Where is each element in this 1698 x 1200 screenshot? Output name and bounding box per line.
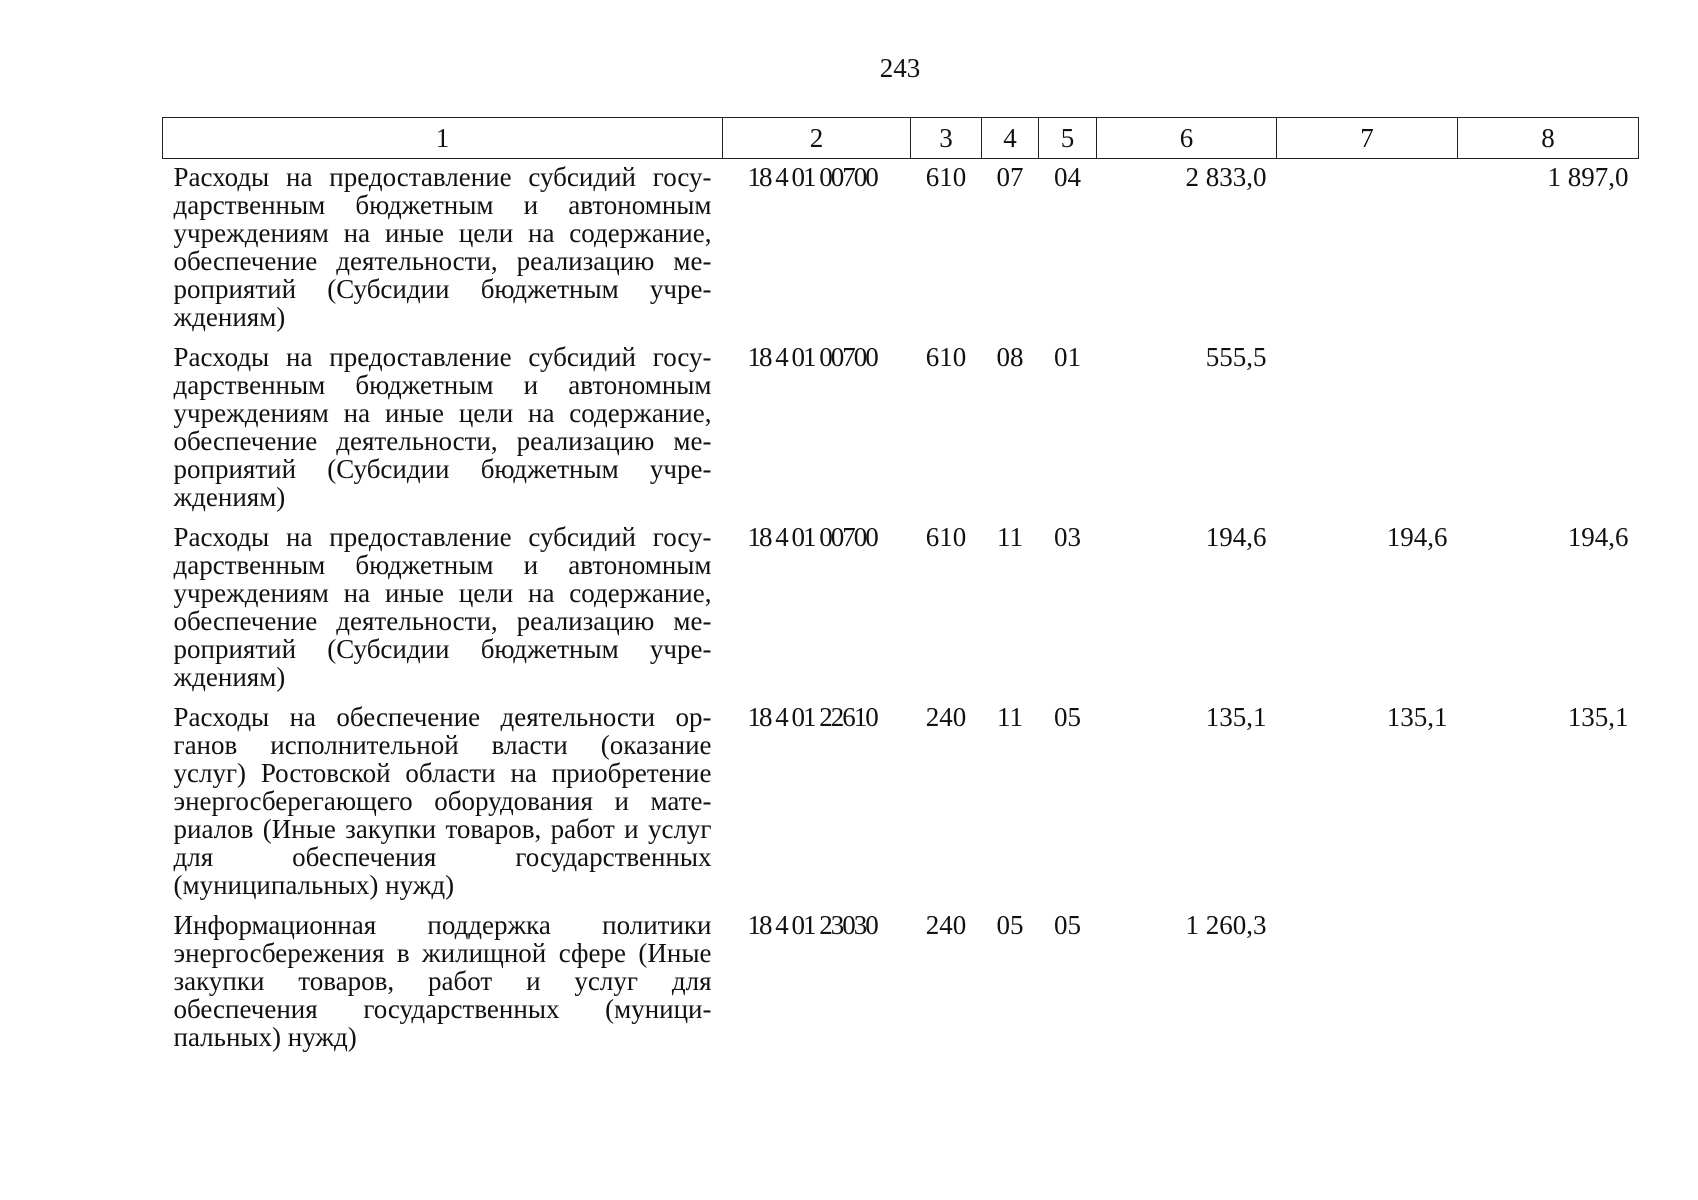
- row-target-code: 18 4 01 00700: [747, 342, 877, 372]
- row-col7-value: [1277, 339, 1458, 519]
- row-col7-value: 135,1: [1386, 702, 1448, 732]
- row-target-code: 18 4 01 00700: [747, 162, 877, 192]
- row-col7-value: 194,6: [1386, 522, 1448, 552]
- row-col6-value: 194,6: [1205, 522, 1267, 552]
- row-expense-type: 610: [925, 342, 967, 372]
- header-col-6: 6: [1097, 118, 1277, 159]
- row-description: Расходы на обеспечение деятельности органов исполнительной власти (оказание услуг) Ростовской области на приобретение энергосберегающего оборудования и материалов (Иные закупки товаров, работ и услуг для обеспечения государственных (муниципальных) нужд): [173, 702, 712, 900]
- row-section: 07: [996, 162, 1024, 192]
- header-col-1: 1: [163, 118, 723, 159]
- row-description: Расходы на предоставление субсидий государственным бюджетным и автономным учреждениям на иные цели на содержание, обеспечение деятельности, реализацию мероприятий (Субсидии бюджетным учреждениям): [173, 522, 712, 692]
- row-expense-type: 610: [925, 162, 967, 192]
- row-col6-value: 135,1: [1205, 702, 1267, 732]
- row-description: Расходы на предоставление субсидий государственным бюджетным и автономным учреждениям на иные цели на содержание, обеспечение деятельности, реализацию мероприятий (Субсидии бюджетным учреждениям): [173, 162, 712, 332]
- row-subsection: 04: [1054, 162, 1081, 192]
- row-target-code: 18 4 01 23030: [747, 910, 877, 940]
- row-target-code: 18 4 01 22610: [747, 702, 877, 732]
- row-subsection: 03: [1054, 522, 1081, 552]
- header-row: [163, 118, 1639, 159]
- row-section: 08: [996, 342, 1024, 372]
- table-row: [163, 699, 1639, 907]
- row-description: Информационная поддержка политики энергосбережения в жилищной сфере (Иные закупки товаров, работ и услуг для обеспечения государственных (муниципальных) нужд): [173, 910, 712, 1052]
- table-row: [163, 339, 1639, 519]
- row-col8-value: 194,6: [1567, 522, 1629, 552]
- row-col8-value: 135,1: [1567, 702, 1629, 732]
- header-col-4: 4: [982, 118, 1039, 159]
- header-col-3: 3: [911, 118, 982, 159]
- row-col7-value: [1277, 907, 1458, 1059]
- row-subsection: 01: [1054, 342, 1081, 372]
- header-col-2: 2: [723, 118, 911, 159]
- header-col-5: 5: [1039, 118, 1097, 159]
- table-row: [163, 519, 1639, 699]
- row-col7-value: [1277, 159, 1458, 340]
- row-expense-type: 240: [925, 910, 967, 940]
- row-col8-value: 1 897,0: [1547, 162, 1629, 192]
- table-row: [163, 907, 1639, 1059]
- row-description: Расходы на предоставление субсидий государственным бюджетным и автономным учреждениям на иные цели на содержание, обеспечение деятельности, реализацию мероприятий (Субсидии бюджетным учреждениям): [173, 342, 712, 512]
- row-col6-value: 2 833,0: [1185, 162, 1267, 192]
- budget-table: [162, 117, 1639, 1059]
- header-col-7: 7: [1277, 118, 1458, 159]
- page-number: 243: [879, 53, 921, 83]
- row-col6-value: 1 260,3: [1185, 910, 1267, 940]
- row-section: 05: [996, 910, 1024, 940]
- row-expense-type: 240: [925, 702, 967, 732]
- row-section: 11: [997, 702, 1023, 732]
- table-row: [163, 159, 1639, 340]
- row-section: 11: [997, 522, 1023, 552]
- row-subsection: 05: [1054, 702, 1081, 732]
- header-col-8: 8: [1458, 118, 1639, 159]
- row-col8-value: [1458, 907, 1639, 1059]
- row-expense-type: 610: [925, 522, 967, 552]
- row-target-code: 18 4 01 00700: [747, 522, 877, 552]
- row-col8-value: [1458, 339, 1639, 519]
- row-subsection: 05: [1054, 910, 1081, 940]
- row-col6-value: 555,5: [1205, 342, 1267, 372]
